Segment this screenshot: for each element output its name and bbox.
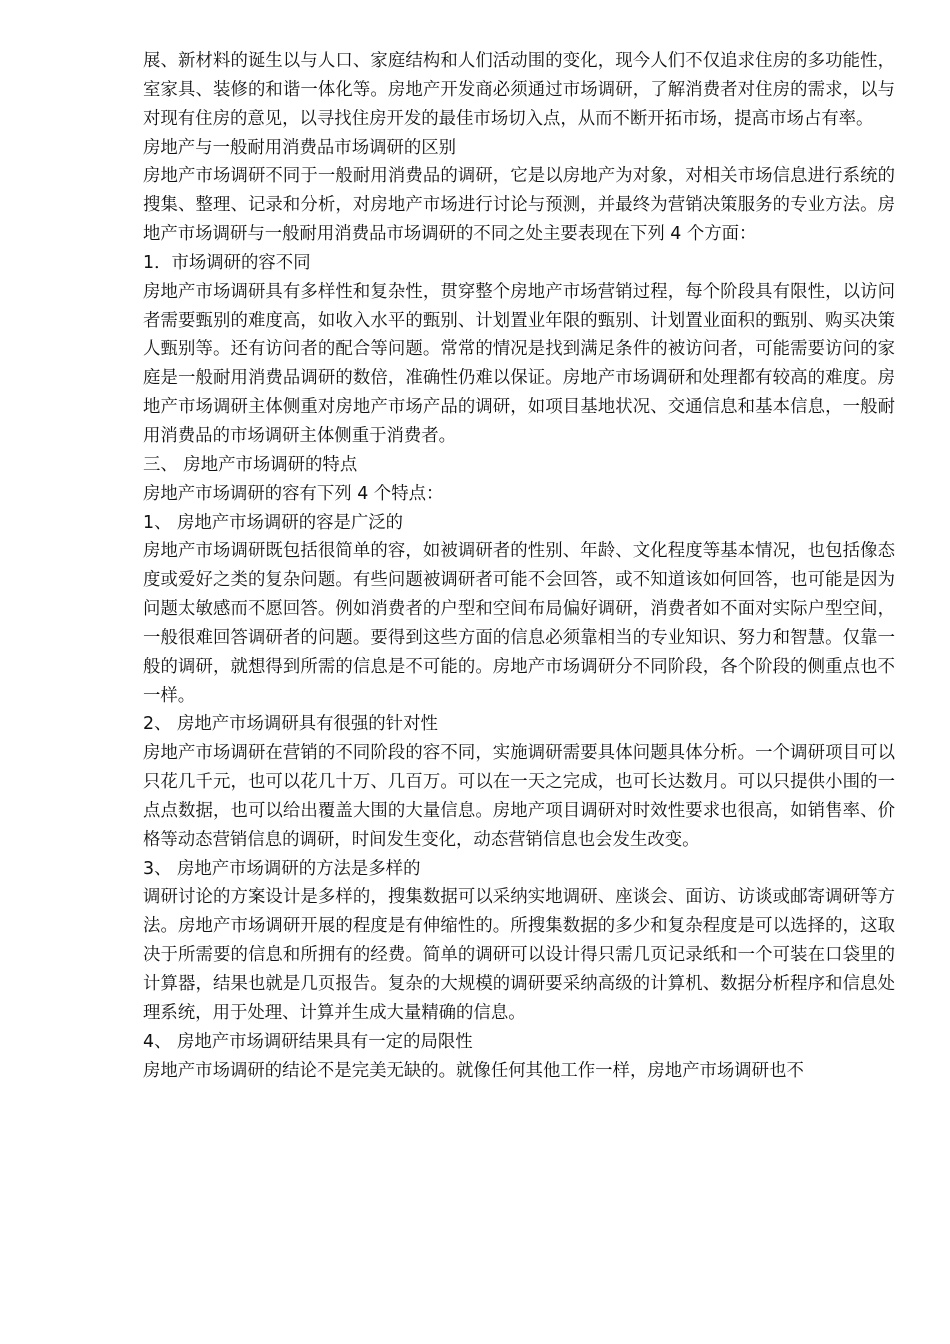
intro-line: 房地产市场调研的容有下列 4 个特点：: [143, 483, 444, 504]
section-heading: 房地产与一般耐用消费品市场调研的区别: [143, 137, 457, 158]
paragraph: 房地产市场调研既包括很简单的容，如被调研者的性别、年龄、文化程度等基本情况，也包括像态度或爱好之类的复杂问题。有些问题被调研者可能不会回答，或不知道该如何回答，也可能是因为问题太敏感而不愿回答。例如消费者的户型和空间布局偏好调研，消费者如不面对实际户型空间，一般很难回答调研者的问题。要得到这些方面的信息必须靠相当的专业知识、努力和智慧。仅靠一般的调研，就想得到所需的信息是不可能的。房地产市场调研分不同阶段，各个阶段的侧重点也不一样。: [143, 541, 895, 706]
section-heading: 4、 房地产市场调研结果具有一定的局限性: [143, 1031, 473, 1052]
paragraph: 房地产市场调研在营销的不同阶段的容不同，实施调研需要具体问题具体分析。一个调研项目可以只花几千元，也可以花几十万、几百万。可以在一天之完成，也可长达数月。可以只提供小围的一点点数据，也可以给出覆盖大围的大量信息。房地产项目调研对时效性要求也很高，如销售率、价格等动态营销信息的调研，时间发生变化，动态营销信息也会发生改变。: [143, 743, 895, 850]
section-heading: 3、 房地产市场调研的方法是多样的: [143, 858, 421, 879]
document-body: [143, 47, 895, 1085]
paragraph: 房地产市场调研的结论不是完美无缺的。就像任何其他工作一样，房地产市场调研也不: [143, 1060, 804, 1081]
paragraph: 展、新材料的诞生以与人口、家庭结构和人们活动围的变化，现今人们不仅追求住房的多功能性，室家具、装修的和谐一体化等。房地产开发商必须通过市场调研，了解消费者对住房的需求，以与对现有住房的意见，以寻找住房开发的最佳市场切入点，从而不断开拓市场，提高市场占有率。: [143, 51, 895, 129]
section-heading: 1．市场调研的容不同: [143, 252, 311, 273]
section-heading: 2、 房地产市场调研具有很强的针对性: [143, 714, 438, 735]
paragraph: 房地产市场调研具有多样性和复杂性，贯穿整个房地产市场营销过程，每个阶段具有限性，以访问者需要甄别的难度高，如收入水平的甄别、计划置业年限的甄别、计划置业面积的甄别、购买决策人甄别等。还有访问者的配合等问题。常常的情况是找到满足条件的被访问者，可能需要访问的家庭是一般耐用消费品调研的数倍，准确性仍难以保证。房地产市场调研和处理都有较高的难度。房地产市场调研主体侧重对房地产市场产品的调研，如项目基地状况、交通信息和基本信息，一般耐用消费品的市场调研主体侧重于消费者。: [143, 281, 895, 446]
section-heading: 1、 房地产市场调研的容是广泛的: [143, 512, 404, 533]
paragraph: 调研讨论的方案设计是多样的，搜集数据可以采纳实地调研、座谈会、面访、访谈或邮寄调研等方法。房地产市场调研开展的程度是有伸缩性的。所搜集数据的多少和复杂程度是可以选择的，这取决于所需要的信息和所拥有的经费。简单的调研可以设计得只需几页记录纸和一个可装在口袋里的计算器，结果也就是几页报告。复杂的大规模的调研要采纳高级的计算机、数据分析程序和信息处理系统，用于处理、计算并生成大量精确的信息。: [143, 887, 895, 1023]
section-heading: 三、 房地产市场调研的特点: [143, 454, 358, 475]
paragraph: 房地产市场调研不同于一般耐用消费品的调研，它是以房地产为对象，对相关市场信息进行系统的搜集、整理、记录和分析，对房地产市场进行讨论与预测，并最终为营销决策服务的专业方法。房地产市场调研与一般耐用消费品市场调研的不同之处主要表现在下列 4 个方面：: [143, 166, 895, 245]
